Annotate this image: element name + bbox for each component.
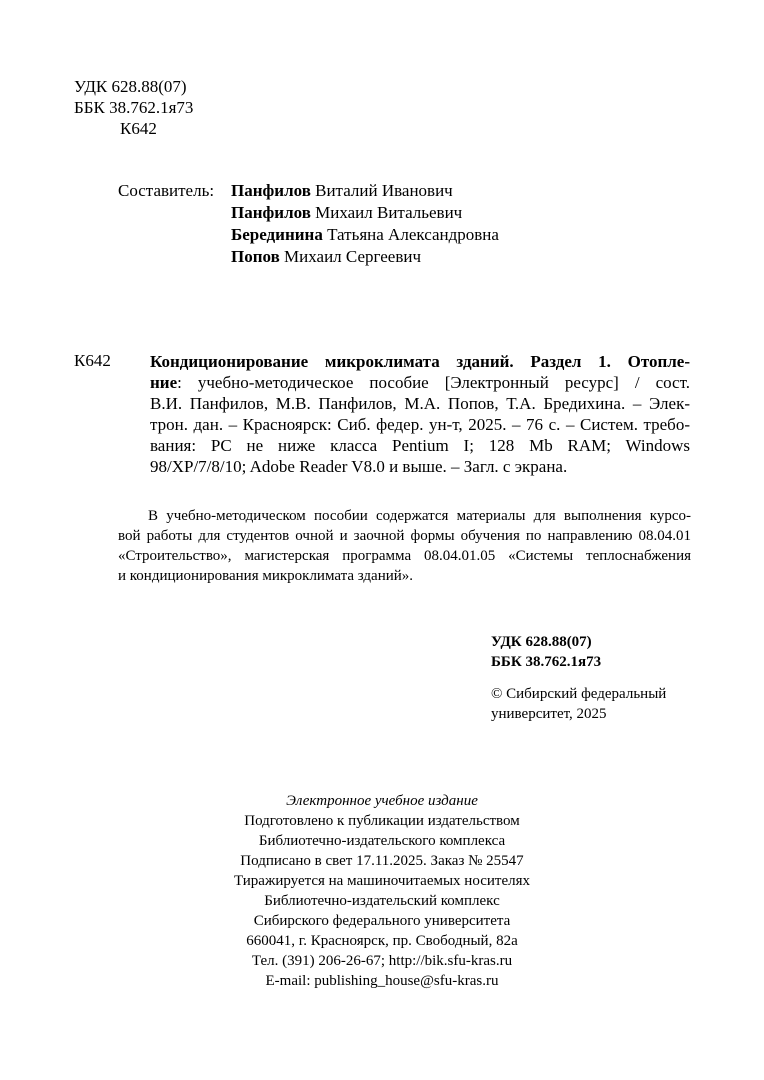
abstract-line: вой работы для студентов очной и заочной формы обучения по направлению 08.04.01	[118, 528, 691, 544]
imprint-line: Подготовлено к публикации издательством	[244, 813, 520, 829]
udk-code-bottom: УДК 628.88(07)	[491, 634, 592, 650]
udk-code: УДК 628.88(07)	[74, 77, 187, 96]
author-entry	[231, 247, 421, 267]
author-entry	[231, 225, 499, 245]
author-surname: Попов	[231, 247, 280, 266]
bbk-code: ББК 38.762.1я73	[74, 98, 194, 117]
abstract-line: В учебно-методическом пособии содержатся материалы для выполнения курсо-	[148, 508, 691, 524]
record-title-end: ние	[150, 373, 178, 392]
author-name: Михаил Сергеевич	[279, 247, 422, 266]
author-surname: Панфилов	[231, 203, 311, 222]
record-line: трон. дан. – Красноярск: Сиб. федер. ун-т, 2025. – 76 с. – Систем. требо-	[150, 415, 690, 434]
imprint-line: Подписано в свет 17.11.2025. Заказ № 25547	[240, 853, 524, 869]
imprint-line: Тел. (391) 206-26-67; http://bik.sfu-kras.ru	[251, 953, 513, 969]
imprint-line: 660041, г. Красноярск, пр. Свободный, 82а	[246, 933, 518, 949]
record-line-text: : учебно-методическое пособие [Электронный ресурс] / сост.	[177, 373, 690, 392]
imprint-line: Библиотечно-издательского комплекса	[258, 833, 506, 849]
author-entry	[231, 203, 462, 223]
record-line: 98/XP/7/8/10; Adobe Reader V8.0 и выше. – Загл. с экрана.	[150, 457, 568, 476]
record-code: К642	[74, 351, 111, 370]
author-name: Михаил Витальевич	[310, 203, 463, 222]
record-line	[150, 372, 690, 393]
imprint-line: Сибирского федерального университета	[253, 913, 511, 929]
abstract-line: «Строительство», магистерская программа 08.04.01.05 «Системы теплоснабжения	[118, 548, 691, 564]
copyright-line: университет, 2025	[491, 706, 607, 722]
author-name: Татьяна Александровна	[322, 225, 499, 244]
imprint	[180, 791, 584, 991]
copyright-line: © Сибирский федеральный	[491, 686, 667, 702]
imprint-line: Библиотечно-издательский комплекс	[264, 893, 500, 909]
bbk-code-bottom: ББК 38.762.1я73	[491, 654, 602, 670]
author-surname: Панфилов	[231, 181, 311, 200]
author-surname: Берединина	[231, 225, 323, 244]
imprint-line: E-mail: publishing_house@sfu-kras.ru	[265, 973, 499, 989]
abstract-line: и кондиционирования микроклимата зданий».	[118, 568, 414, 584]
record-title: Кондиционирование микроклимата зданий. Раздел 1. Отопле-	[150, 352, 690, 371]
abstract	[118, 506, 691, 587]
bibliographic-record	[150, 351, 690, 477]
author-mark-code: К642	[120, 119, 157, 138]
author-name: Виталий Иванович	[310, 181, 453, 200]
edition-type: Электронное учебное издание	[286, 793, 478, 809]
record-line: вания: PC не ниже класса Pentium I; 128 Mb RAM; Windows	[150, 436, 690, 455]
compiler-label: Составитель:	[118, 181, 215, 200]
author-entry	[231, 181, 453, 201]
record-line: В.И. Панфилов, М.В. Панфилов, М.А. Попов, Т.А. Бредихина. – Элек-	[150, 394, 690, 413]
imprint-line: Тиражируется на машиночитаемых носителях	[233, 873, 530, 889]
